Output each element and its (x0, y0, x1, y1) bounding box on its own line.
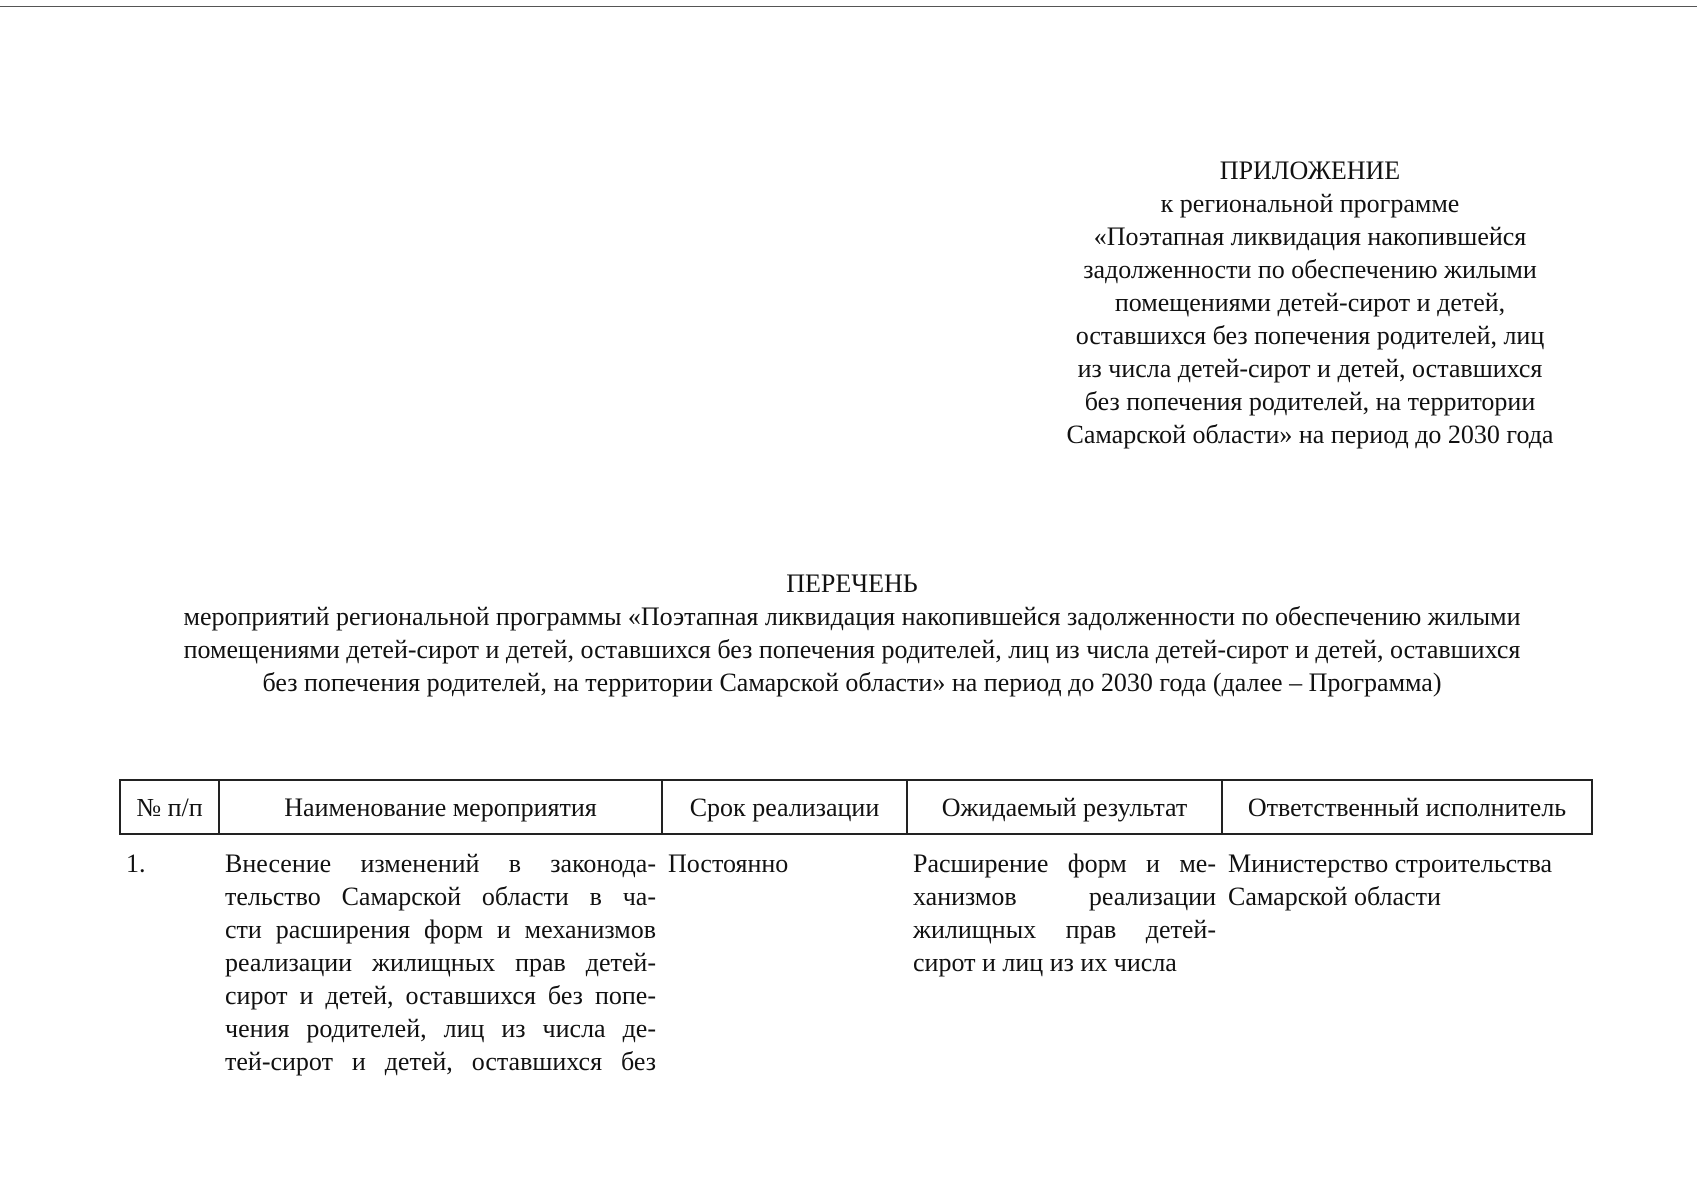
measures-table (119, 779, 1593, 1078)
cell-line: жилищных прав детей- (913, 915, 1216, 944)
appendix-block (1020, 154, 1600, 451)
appendix-line: из числа детей-сирот и детей, оставшихся (1077, 354, 1543, 383)
row-executor (1222, 834, 1592, 1078)
cell-line: тей-сирот и детей, оставшихся без (225, 1047, 656, 1076)
list-title: ПЕРЕЧЕНЬ (786, 569, 918, 598)
cell-line: тельство Самарской области в ча- (225, 882, 656, 911)
header-term: Срок реализации (662, 780, 907, 834)
header-measure-name: Наименование мероприятия (219, 780, 662, 834)
header-executor: Ответственный исполнитель (1222, 780, 1592, 834)
appendix-line: «Поэтапная ликвидация накопившейся (1093, 222, 1527, 251)
cell-line: сирот и лиц из их числа (913, 948, 1177, 977)
appendix-line: к региональной программе (1160, 189, 1460, 218)
table-row (120, 834, 1592, 1078)
list-heading-line: помещениями детей-сирот и детей, оставшихся без попечения родителей, лиц из числа детей-сирот и детей, оставшихся (183, 635, 1521, 664)
appendix-line: помещениями детей-сирот и детей, (1114, 288, 1506, 317)
appendix-line: задолженности по обеспечению жилыми (1083, 255, 1537, 284)
header-expected-result: Ожидаемый результат (907, 780, 1222, 834)
list-heading (110, 567, 1594, 699)
appendix-line: без попечения родителей, на территории (1084, 387, 1536, 416)
row-number: 1. (126, 849, 146, 878)
cell-line: Министерство строительства (1228, 849, 1553, 878)
appendix-line: Самарской области» на период до 2030 года (1066, 420, 1554, 449)
header-number: № п/п (120, 780, 219, 834)
row-expected-result (907, 834, 1222, 1078)
cell-line: ханизмов реализации (913, 882, 1216, 911)
cell-line: Расширение форм и ме- (913, 849, 1216, 878)
cell-line: Самарской области (1228, 882, 1441, 911)
appendix-line: оставшихся без попечения родителей, лиц (1075, 321, 1545, 350)
cell-line: сти расширения форм и механизмов (225, 915, 656, 944)
table-header-row (120, 780, 1592, 834)
cell-line: реализации жилищных прав детей- (225, 948, 656, 977)
list-heading-line: мероприятий региональной программы «Поэтапная ликвидация накопившейся задолженности по обеспечению жилыми (183, 602, 1521, 631)
cell-line: Внесение изменений в законода- (225, 849, 656, 878)
row-measure-name (219, 834, 662, 1078)
cell-line: сирот и детей, оставшихся без попе- (225, 981, 656, 1010)
appendix-title: ПРИЛОЖЕНИЕ (1219, 156, 1401, 185)
list-heading-line: без попечения родителей, на территории Самарской области» на период до 2030 года (далее – Программа) (262, 668, 1442, 697)
cell-line: чения родителей, лиц из числа де- (225, 1014, 656, 1043)
row-term: Постоянно (668, 849, 789, 878)
page-top-edge-line (0, 6, 1697, 7)
